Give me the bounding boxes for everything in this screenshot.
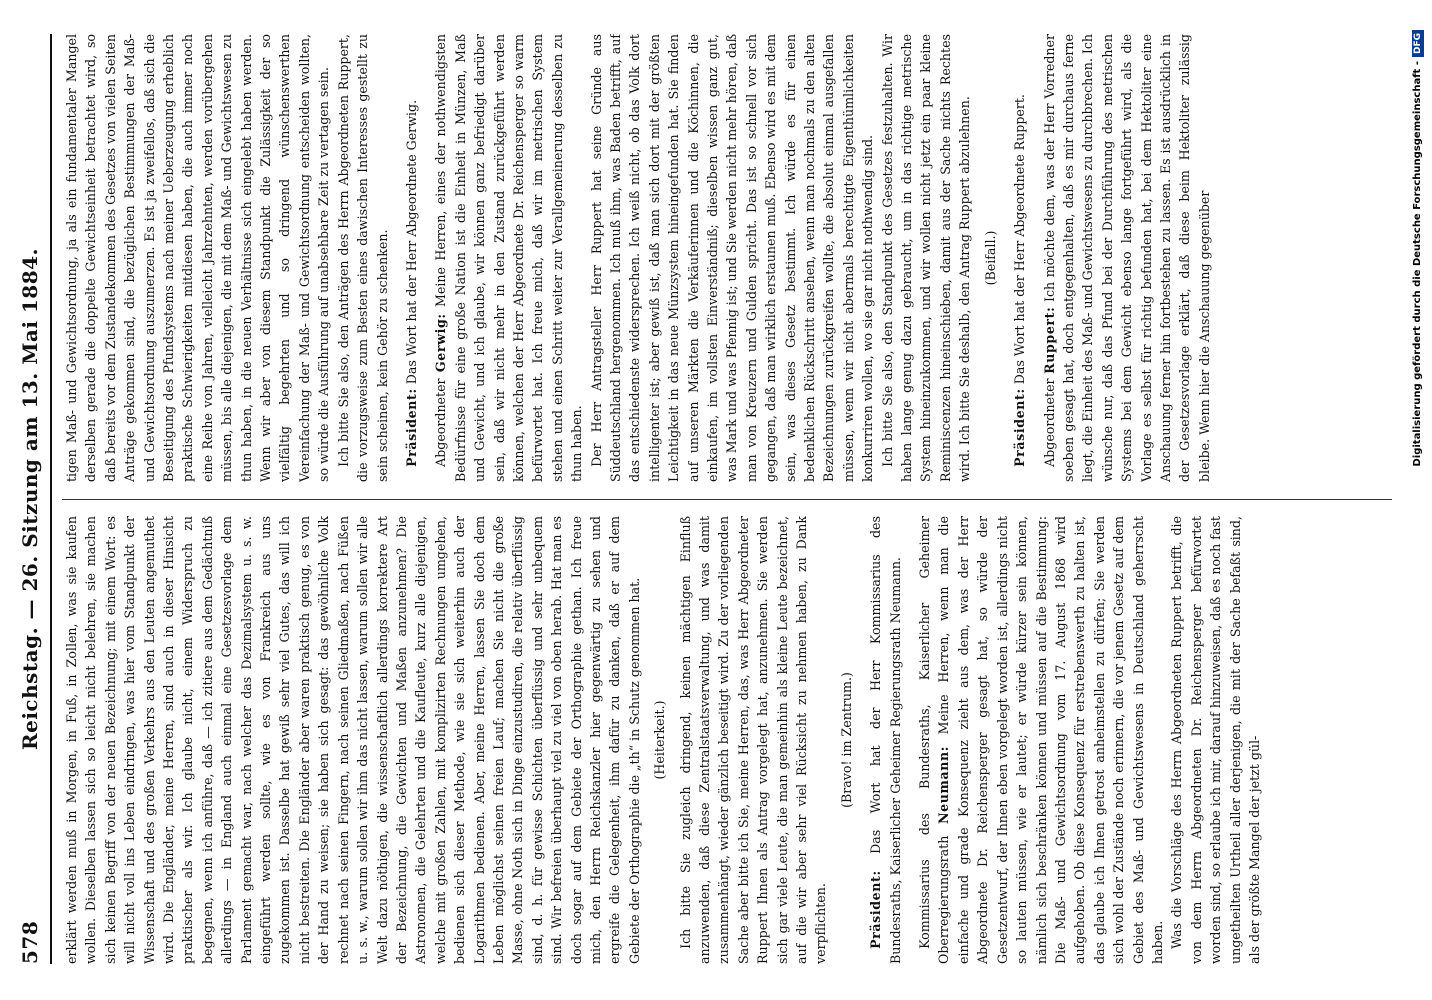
paragraph: Der Herr Antragsteller Herr Ruppert hat seine Gründe aus Süddeutschland hergenommen. Ich muß ihm, was Baden betrifft, auf das entschiedenste widersprechen. Ich weiß nicht, ob das Volk dort intelligenter ist; aber gewiß ist, daß man sich dort mit der größten Leichtigkeit in das neue Münzsystem hineingefunden hat. Sie finden auf unseren Märkten die Verkäuferinnen und die Köchinnen, die einkaufen, im vollsten Einverständniß; dieselben wissen ganz gut, was Mark und was Pfennig ist; und Sie werden nicht mehr hören, daß man von Kreuzern und Gulden spricht. Das ist so schnell vor sich gegangen, daß man wirklich erstaunen muß. Ebenso wird es mit dem sein, was dieses Gesetz bestimmt. Ich würde es für einen bedenklichen Rückschritt ansehen, wenn man nochmals zu den alten Bezeichnungen zurückgreifen wollte, die absolut einmal ausgefallen müssen, wenn wir nicht abermals berechtigte Eigenthümlichkeiten konkurriren wollen, wo sie gar nicht nothwendig sind.: [588, 34, 876, 482]
right-column: [62, 34, 1402, 482]
stage-direction: (Beifall.): [982, 230, 998, 286]
president-line: [866, 516, 905, 964]
speech: [915, 516, 1167, 964]
dfg-logo: DFG: [1412, 30, 1424, 57]
credit-text: Digitalisierung gefördert durch die Deutsche Forschungsgemeinschaft -: [1412, 61, 1423, 467]
speech-text: Das Wort hat der Herr Abgeordnete Ruppert.: [1012, 94, 1028, 385]
speaker-intro: Kommissarius des Bundesraths, Kaiserlicher Geheimer Oberregierungsrath: [917, 516, 952, 964]
speech-text: Das Wort hat der Herr Kommissarius des Bundesraths, Kaiserlicher Geheimer Regierungsrath Neumann.: [868, 516, 903, 964]
paragraph: Ich bitte Sie zugleich dringend, keinen mächtigen Einfluß anzuwenden, daß diese Zentralstaatsverwaltung, und was damit zusammenhängt, wieder gänzlich beseitigt wird. Zu der vorliegenden Sache aber bitte ich Sie, meine Herren, das, was Herr Abgeordneter Ruppert Ihnen als Antrag vorgelegt hat, anzunehmen. Sie werden sich gar viele Leute, die man gemeinhin als kleine Leute bezeichnet, auf die wir aber sehr viel Rücksicht zu nehmen haben, zu Dank verpflichten.: [677, 516, 829, 964]
paragraph: Was die Vorschläge des Herrn Abgeordneten Ruppert betrifft, die von dem Herrn Abgeordneten Dr. Reichensperger befürwortet worden sind, so erlaube ich mir, darauf hinzuweisen, daß es noch fast ungetheilten Urtheil aller derjenigen, die mit der Sache befaßt sind, als der größte Mangel der jetzt gül-: [1169, 516, 1262, 964]
speaker-intro: Abgeordneter: [433, 378, 449, 467]
header-rule: [50, 34, 52, 964]
stage-direction: (Heiterkeit.): [652, 700, 668, 780]
paragraph: Ich bitte Sie also, den Standpunkt des Gesetzes festzuhalten. Wir haben lange genug dazu gebraucht, um in das richtige metrische System hineinzukommen, und wir wollen nicht jetzt ein paar kleine Reminiscenzen hineinschieben, damit aus der Sache nichts Rechtes wird. Ich bitte Sie deshalb, den Antrag Ruppert abzulehnen.: [879, 34, 973, 482]
speaker-name: Neumann:: [936, 746, 952, 824]
president-line: [1010, 34, 1029, 482]
speech-text: Ich möchte dem, was der Herr Vorredner soeben gesagt hat, doch entgegenhalten, daß es mir durchaus ferne liegt, die Einheit des Maß- und Gewichtswesens zu durchbrechen. Ich wünsche nur, daß das Pfund bei der Durchführung des metrischen Systems bei dem Gewicht ebenso lange fortgeführt wird, als die Vorlage es selbst für richtig befunden hat, bei dem Hektoliter eine Anschauung ferner hin fortbestehen zu lassen. Es ist ausdrücklich in der Gesetzesvorlage erklärt, daß diese beim Hektoliter zulässig bleibe. Wenn hier die Anschauung gegenüber: [1041, 34, 1212, 482]
speech-text: Meine Herren, wenn man die einfache und grade Konsequenz zieht aus dem, was der Herr Abgeordnete Dr. Reichensperger gesagt hat, so würde der Gesetzentwurf, der Ihnen eben vorgelegt worden ist, allerdings nicht so lauten müssen, wie er lautet; er würde kürzer sein können, nämlich sich beschränken können und müssen auf die Bestimmung: Die Maß- und Gewichtsordnung vom 17. August 1868 wird aufgehoben. Ob diese Konsequenz für erstrebenswerth zu halten ist, das glaube ich Ihnen getrost anheimstellen zu dürfen; Sie werden sich wohl der Zustände noch erinnern, die vor jenem Gesetz auf dem Gebiet des Maß- und Gewichtswesens in Deutschland geherrscht haben.: [936, 516, 1165, 964]
page-title: Reichstag. — 26. Sitzung am 13. Mai 1884.: [18, 247, 42, 751]
stage-direction: (Bravo! im Zentrum.): [838, 672, 854, 808]
digitization-credit: [1412, 0, 1424, 1000]
speech: [1040, 34, 1215, 482]
speaker-name: Ruppert:: [1041, 306, 1057, 374]
speech: [431, 34, 586, 482]
speaker-intro: Abgeordneter: [1041, 378, 1057, 467]
speech-text: Das Wort hat der Herr Abgeordnete Gerwig.: [403, 99, 419, 385]
page-header: [18, 34, 48, 964]
president-line: [402, 34, 421, 482]
speaker-label: Präsident:: [1012, 388, 1028, 467]
speaker-label: Präsident:: [868, 870, 884, 949]
speaker-name: Gerwig:: [433, 313, 449, 373]
speech-text: Meine Herren, eines der nothwendigsten Bedürfnisse für eine große Nation ist die Einheit in Münzen, Maß und Gewicht, und ich glaube, wir können ganz befriedigt darüber sein, daß wir nicht mehr in den Zustand zurückgeführt werden können, welchen der Herr Abgeordnete Dr. Reichensperger so warm befürwortet hat. Ich freue mich, daß wir im metrischen System stehen und einen Schritt weiter zur Verallgemeinerung desselben zu thun haben.: [433, 34, 585, 482]
paragraph: erklärt werden muß in Morgen, in Fuß, in Zollen, was sie kaufen wollen. Dieselben lassen sich so leicht nicht belehren, sie machen sich keinen Begriff von der neuen Bezeichnung; mit einem Wort: es will nicht voll ins Leben eindringen, was hier vom Standpunkt der Wissenschaft und des großen Verkehrs aus den Leuten angemuthet wird. Die Engländer, meine Herren, sind auch in dieser Hinsicht praktischer als wir. Ich glaube nicht, einem Widerspruch zu begegnen, wenn ich anführe, daß — ich zitiere aus dem Gedächtniß allerdings — in England auch einmal eine Gesetzesvorlage dem Parlament gemacht war, nach welcher das Dezimalsystem u. s. w. eingeführt werden sollte, wie es von Frankreich aus uns zugekommen ist. Dasselbe hat gewiß sehr viel Gutes, das will ich nicht bestreiten. Die Engländer aber waren praktisch genug, es von der Hand zu weisen; sie haben sich gesagt: das gewöhnliche Volk rechnet nach seinen Fingern, nach seinen Gliedmaßen, nach Füßen u. s. w., warum sollen wir ihm das nicht lassen, warum sollen wir alle Welt dazu nöthigen, die wissenschaftlich allerdings korrektere Art der Bezeichnung, die Gewichten und Maßen anzunehmen? Die Astronomen, die Gelehrten und die Kaufleute, kurz alle diejenigen, welche mit großen Zahlen, mit komplizirten Rechnungen umgehen, bedienen sich dieser Methode, wie sie sich weiterhin auch der Logarithmen bedienen. Aber, meine Herren, lassen Sie doch dem Leben möglichst seinen freien Lauf; machen Sie nicht die große Masse, ohne Noth sich in Dinge einzustudiren, die relativ überflüssig sind, d. h. für gewisse Schichten überflüssig und sehr unbequem sind. Wir befreien überhaupt viel zu viel von oben herab. Hat man es doch sogar auf dem Gebiete der Orthographie gethan. Ich freue mich, den Herrn Reichskanzler hier gegenwärtig zu sehen und ergreife die Gelegenheit, ihm dafür zu danken, daß er auf dem Gebiete der Orthographie die „th“ in Schutz genommen hat.: [64, 516, 642, 964]
page-number: 578: [18, 920, 42, 964]
paragraph: Ich bitte Sie also, den Anträgen des Herrn Abgeordneten Ruppert, die vorzugsweise zum Besten eines dawischen Interesses gestellt zu sein scheinen, kein Gehör zu schenken.: [335, 34, 390, 482]
left-column: [62, 516, 1402, 964]
speaker-label: Präsident:: [403, 388, 419, 467]
column-divider: [62, 499, 1392, 500]
paragraph: tigen Maß- und Gewichtsordnung, ja als ein fundamentaler Mangel derselben gerade die doppelte Gewichtseinheit betrachtet wird, so daß bereits vor dem Zustandekommen des Gesetzes von vielen Seiten Anträge gekommen sind, die bezüglichen Bestimmungen der Maß- und Gewichtsordnung auszumerzen. Es ist ja zweifellos, daß sich die Beseitigung des Pfundsystems nach meiner Ueberzeugung erheblich praktische Schwierigkeiten mitdiesen haben, die auch immer noch eine Reihe von Jahren, vielleicht Jahrzehnten, werden vorübergehen müssen, bis alle diejenigen, die mit dem Maß- und Gewichtswesen zu thun haben, in die neuen Verhältnisse sich eingelebt haben werden. Wenn wir aber von diesem Standpunkt die Zulässigkeit der so vielfältig begehrten und so dringend wünschenswerthen Vereinfachung der Maß- und Gewichtsordnung entscheiden wollten, so würde die Ausführung auf unabsehbare Zeit zu vertagen sein.: [64, 34, 332, 482]
